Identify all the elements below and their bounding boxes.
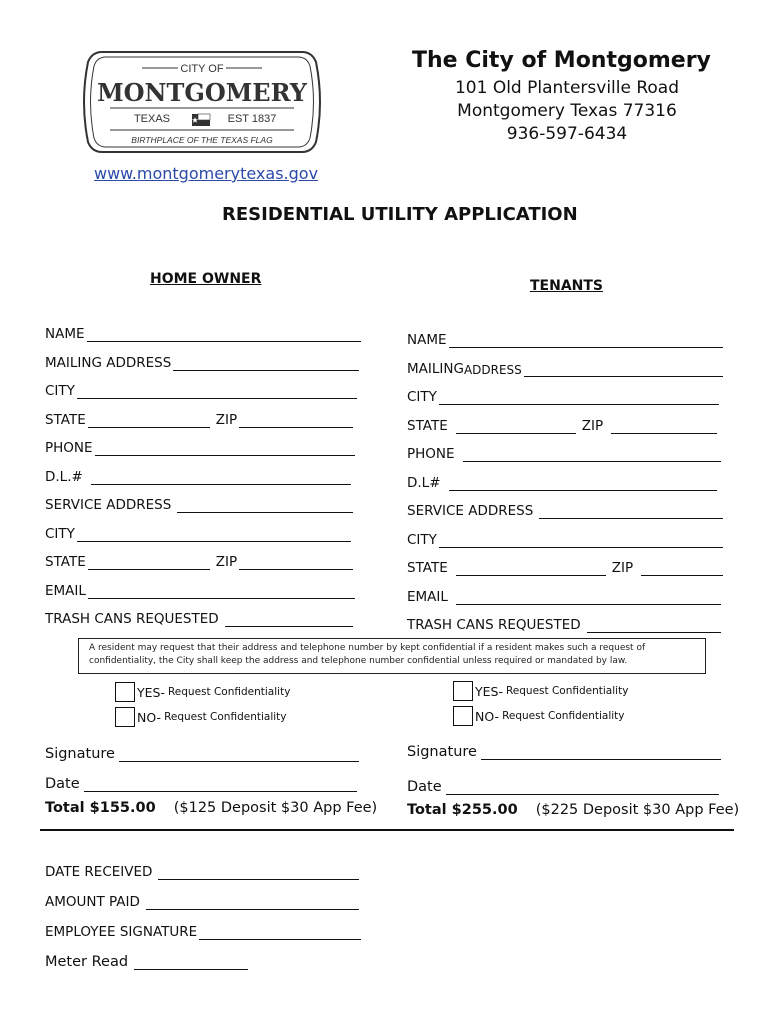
tenant-total (407, 802, 739, 818)
owner-mailing-address-field[interactable] (45, 351, 359, 371)
owner-signature-field[interactable] (45, 740, 359, 762)
tenant-state-label: STATE (407, 418, 448, 434)
owner-zip-label: ZIP (215, 412, 238, 428)
employee-signature-label: EMPLOYEE SIGNATURE (45, 924, 198, 940)
owner-confidential-no[interactable] (115, 707, 287, 727)
tenant-total-amount: Total $255.00 (407, 802, 518, 818)
owner-no-note: Request Confidentiality (164, 711, 287, 723)
tenant-name-field[interactable] (407, 328, 723, 348)
owner-total (45, 800, 377, 816)
tenant-state-zip-field[interactable] (407, 414, 717, 434)
owner-service-label: SERVICE ADDRESS (45, 497, 172, 513)
date-received-field[interactable] (45, 860, 359, 880)
tenant-no-checkbox[interactable] (453, 706, 473, 726)
tenant-signature-field[interactable] (407, 738, 721, 760)
amount-paid-label: AMOUNT PAID (45, 894, 140, 910)
tenant-signature-label: Signature (407, 744, 477, 760)
owner-yes-note: Request Confidentiality (167, 686, 291, 698)
owner-name-field[interactable] (45, 322, 361, 342)
owner-no-checkbox[interactable] (115, 707, 135, 727)
date-received-label: DATE RECEIVED (45, 864, 153, 880)
tenant-trash-label: TRASH CANS REQUESTED (407, 617, 581, 633)
tenant-email-label: EMAIL (407, 589, 448, 605)
tenants-heading: TENANTS (530, 278, 604, 294)
tenant-dl-field[interactable] (407, 471, 717, 491)
home-owner-heading: HOME OWNER (150, 271, 262, 287)
tenant-mailing-label: MAILING (407, 361, 464, 377)
city-phone: 936-597-6434 (506, 124, 628, 144)
owner-service-state-zip-field[interactable] (45, 550, 353, 570)
tenant-phone-field[interactable] (407, 442, 721, 462)
owner-name-label: NAME (45, 326, 85, 342)
notice-line-2: confidentiality, the City shall keep the address and telephone number confidential unless required or mandated by law. (89, 656, 628, 666)
owner-date-label: Date (45, 776, 80, 792)
notice-line-1: A resident may request that their address and telephone number by kept confidential if a resident makes such a request of (89, 643, 646, 653)
owner-service-address-field[interactable] (45, 493, 353, 513)
tenant-zip2-label: ZIP (611, 560, 634, 576)
section-divider (40, 829, 734, 831)
website-link[interactable]: www.montgomerytexas.gov (94, 164, 319, 183)
tenant-mailing-label-b: ADDRESS (463, 363, 522, 377)
owner-state-label: STATE (45, 412, 86, 428)
meter-read-field[interactable] (45, 950, 248, 970)
tenant-date-field[interactable] (407, 773, 719, 795)
tenant-yes-note: Request Confidentiality (505, 685, 629, 697)
owner-yes-checkbox[interactable] (115, 682, 135, 702)
tenant-no-label: NO- (475, 708, 500, 724)
tenant-state2-label: STATE (407, 560, 448, 576)
employee-signature-field[interactable] (45, 920, 361, 940)
owner-fee-breakdown: ($125 Deposit $30 App Fee) (173, 800, 378, 816)
owner-email-field[interactable] (45, 579, 355, 599)
tenant-service-city-field[interactable] (407, 528, 723, 548)
owner-city-field[interactable] (45, 379, 357, 399)
owner-confidential-yes[interactable] (115, 682, 290, 702)
owner-dl-field[interactable] (45, 465, 351, 485)
tenant-yes-label: YES- (475, 683, 503, 699)
tenant-confidential-no[interactable] (453, 706, 625, 726)
tenant-no-note: Request Confidentiality (502, 710, 625, 722)
owner-service-city-field[interactable] (45, 522, 351, 542)
tenant-phone-label: PHONE (407, 446, 455, 462)
owner-no-label: NO- (137, 709, 162, 725)
logo-state: TEXAS (133, 113, 171, 125)
city-logo (80, 46, 324, 158)
owner-signature-label: Signature (45, 746, 115, 762)
owner-yes-label: YES- (137, 684, 165, 700)
tenant-city-label: CITY (407, 389, 437, 405)
owner-state-zip-field[interactable] (45, 408, 353, 428)
owner-state2-label: STATE (45, 554, 86, 570)
logo-city-of: CITY OF (180, 63, 224, 75)
tenant-service-address-field[interactable] (407, 499, 723, 519)
logo-tagline: BIRTHPLACE OF THE TEXAS FLAG (131, 135, 273, 145)
owner-total-amount: Total $155.00 (45, 800, 156, 816)
tenant-city2-label: CITY (407, 532, 437, 548)
logo-est: EST 1837 (227, 113, 277, 125)
owner-trash-cans-field[interactable] (45, 607, 353, 627)
tenant-email-field[interactable] (407, 585, 721, 605)
owner-email-label: EMAIL (45, 583, 86, 599)
tenant-city-field[interactable] (407, 385, 719, 405)
meter-read-label: Meter Read (45, 954, 129, 970)
logo-name: MONTGOMERY (97, 78, 307, 107)
owner-trash-label: TRASH CANS REQUESTED (45, 611, 219, 627)
owner-mailing-label: MAILING ADDRESS (45, 355, 172, 371)
tenant-mailing-address-field[interactable] (407, 357, 723, 377)
owner-city-label: CITY (45, 383, 75, 399)
tenant-service-label: SERVICE ADDRESS (407, 503, 534, 519)
form-title: RESIDENTIAL UTILITY APPLICATION (222, 204, 578, 225)
texas-flag-icon (192, 114, 210, 126)
owner-zip2-label: ZIP (215, 554, 238, 570)
owner-city2-label: CITY (45, 526, 75, 542)
tenant-fee-breakdown: ($225 Deposit $30 App Fee) (535, 802, 740, 818)
owner-phone-field[interactable] (45, 436, 355, 456)
confidentiality-notice (78, 638, 706, 674)
tenant-zip-label: ZIP (581, 418, 604, 434)
amount-paid-field[interactable] (45, 890, 359, 910)
address-line-1: 101 Old Plantersville Road (454, 78, 680, 98)
address-line-2: Montgomery Texas 77316 (457, 101, 677, 121)
tenant-dl-label: D.L# (407, 475, 441, 491)
city-title: The City of Montgomery (412, 48, 711, 73)
tenant-confidential-yes[interactable] (453, 681, 628, 701)
owner-dl-label: D.L.# (45, 469, 83, 485)
tenant-date-label: Date (407, 779, 442, 795)
owner-phone-label: PHONE (45, 440, 93, 456)
owner-date-field[interactable] (45, 770, 357, 792)
tenant-yes-checkbox[interactable] (453, 681, 473, 701)
tenant-trash-cans-field[interactable] (407, 613, 721, 633)
tenant-name-label: NAME (407, 332, 447, 348)
tenant-service-state-zip-field[interactable] (407, 556, 723, 576)
